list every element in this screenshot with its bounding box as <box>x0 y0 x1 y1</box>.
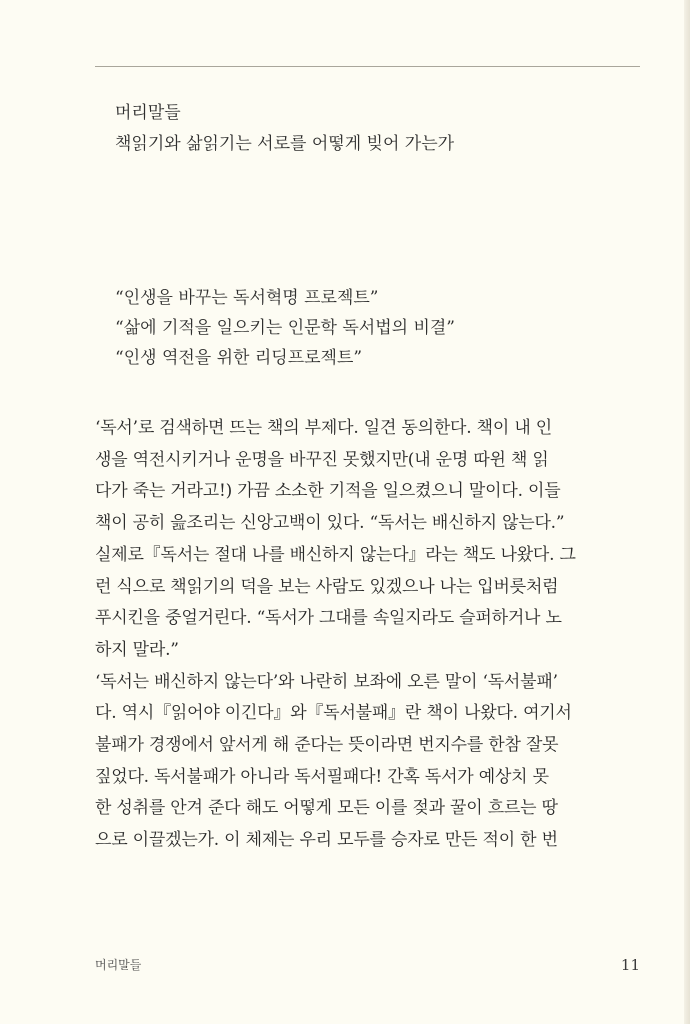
body-line: 책이 공히 읊조리는 신앙고백이 있다. “독서는 배신하지 않는다.” <box>95 513 565 534</box>
body-line: 하지 말라.” <box>95 639 179 660</box>
page-number: 11 <box>620 956 640 974</box>
body-line: 불패가 경쟁에서 앞서게 해 준다는 뜻이라면 번지수를 한참 잘못 <box>95 735 559 756</box>
body-line: ‘독서는 배신하지 않는다’와 나란히 보좌에 오른 말이 ‘독서불패’ <box>95 671 558 692</box>
body-line: 실제로『독서는 절대 나를 배신하지 않는다』라는 책도 나왔다. 그 <box>95 544 576 565</box>
section-heading <box>115 98 635 160</box>
body-line: 런 식으로 책읽기의 덕을 보는 사람도 있겠으나 나는 입버릇처럼 <box>95 576 559 597</box>
body-line: ‘독서’로 검색하면 뜨는 책의 부제다. 일견 동의한다. 책이 내 인 <box>95 418 552 438</box>
body-line: 으로 이끌겠는가. 이 체제는 우리 모두를 승자로 만든 적이 한 번 <box>95 830 558 851</box>
body-line: 생을 역전시키거나 운명을 바꾸진 못했지만(내 운명 따윈 책 읽 <box>95 449 549 470</box>
quote-line: “인생 역전을 위한 리딩프로젝트” <box>115 348 363 368</box>
body-line: 짚었다. 독서불패가 아니라 독서필패다! 간혹 독서가 예상치 못 <box>95 766 549 787</box>
page-footer <box>95 955 640 975</box>
page-edge-shadow <box>684 0 690 1024</box>
top-rule-divider <box>95 66 640 67</box>
running-title: 머리말들 <box>95 958 142 972</box>
quote-line: “삶에 기적을 일으키는 인문학 독서법의 비결” <box>115 318 455 338</box>
body-paragraphs <box>95 413 640 857</box>
quote-line: “인생을 바꾸는 독서혁명 프로젝트” <box>115 288 379 308</box>
body-line: 다가 죽는 거라고!) 가끔 소소한 기적을 일으켰으니 말이다. 이들 <box>95 481 561 502</box>
body-line: 한 성취를 안겨 준다 해도 어떻게 모든 이를 젖과 꿀이 흐르는 땅 <box>95 798 558 819</box>
body-line: 푸시킨을 중얼거린다. “독서가 그대를 속일지라도 슬퍼하거나 노 <box>95 608 562 629</box>
quote-list <box>115 283 635 373</box>
body-line: 다. 역시『읽어야 이긴다』와『독서불패』란 책이 나왔다. 여기서 <box>95 703 572 724</box>
section-subtitle: 책읽기와 삶읽기는 서로를 어떻게 빚어 가는가 <box>115 134 455 154</box>
section-title: 머리말들 <box>115 103 181 123</box>
